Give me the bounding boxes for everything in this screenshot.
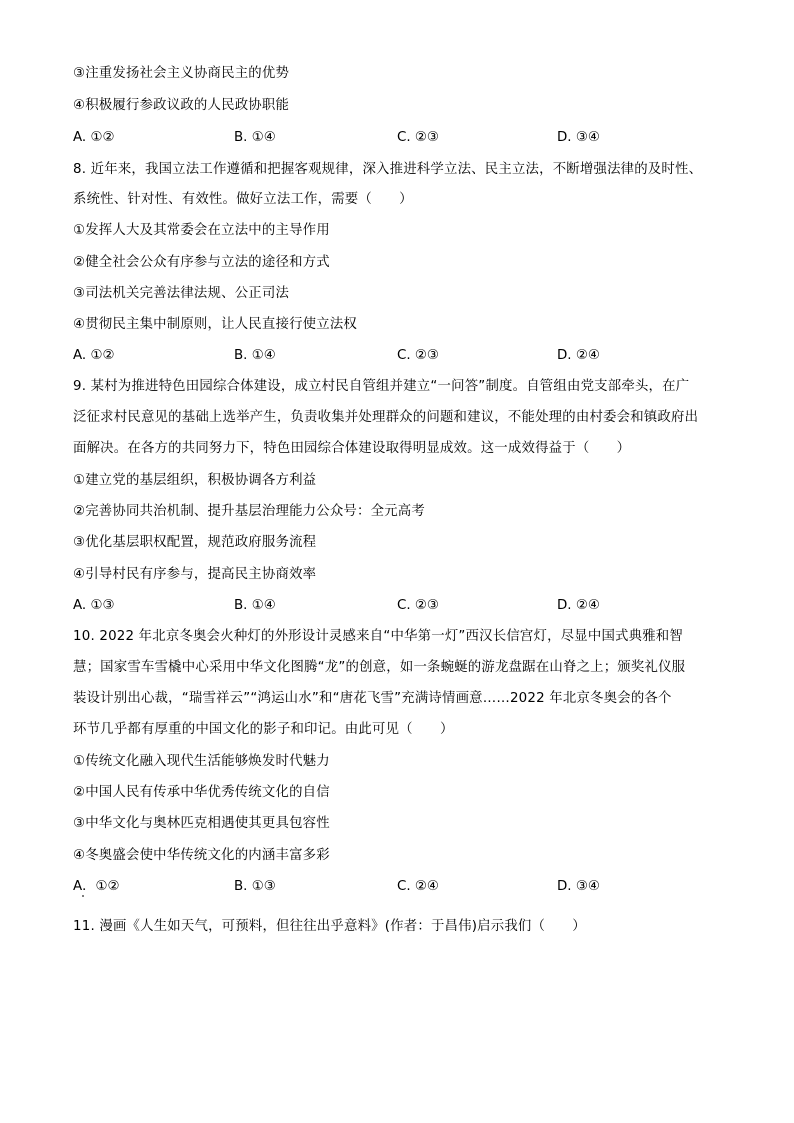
q10-stem-line-1: 10. 2022 年北京冬奥会火种灯的外形设计灵感来自“中华第一灯”西汉长信宫灯，尽显中国式典雅和智 — [73, 629, 683, 644]
q7-option-a: A. ①② — [73, 130, 115, 145]
q9-item-3: ③优化基层职权配置，规范政府服务流程 — [73, 535, 317, 550]
q7-option-c: C. ②③ — [397, 130, 439, 145]
q9-stem-line-2: 泛征求村民意见的基础上选举产生，负责收集并处理群众的问题和建议，不能处理的由村委会和镇政府出 — [73, 410, 699, 425]
q10-stem-line-2: 慧；国家雪车雪橇中心采用中华文化图腾“龙”的创意，如一条蜿蜒的游龙盘踞在山脊之上；颁奖礼仪服 — [73, 660, 686, 675]
q10-item-1: ①传统文化融入现代生活能够焕发时代魅力 — [73, 754, 330, 769]
q7-item-3: ③注重发扬社会主义协商民主的优势 — [73, 66, 290, 81]
q9-item-1: ①建立党的基层组织，积极协调各方利益 — [73, 473, 317, 488]
q9-item-4: ④引导村民有序参与，提高民主协商效率 — [73, 567, 317, 582]
q10-item-2: ②中国人民有传承中华优秀传统文化的自信 — [73, 785, 330, 800]
q9-stem-line-3: 面解决。在各方的共同努力下，特色田园综合体建设取得明显成效。这一成效得益于（ ） — [73, 441, 631, 456]
q11-stem-line-1: 11. 漫画《人生如天气，可预料，但往往出乎意料》(作者：于昌伟)启示我们（ ） — [73, 919, 586, 934]
q8-item-2: ②健全社会公众有序参与立法的途径和方式 — [73, 255, 330, 270]
q8-option-b: B. ①④ — [234, 348, 276, 363]
q9-option-c: C. ②③ — [397, 598, 439, 613]
q8-item-4: ④贯彻民主集中制原则，让人民直接行使立法权 — [73, 317, 358, 332]
q10-stem-line-3: 装设计别出心裁，“瑞雪祥云”“鸿运山水”和“唐花飞雪”充满诗情画意……2022 年北京冬奥会的各个 — [73, 691, 672, 706]
q9-option-a: A. ①③ — [73, 598, 115, 613]
q8-option-a: A. ①② — [73, 348, 115, 363]
q9-option-b: B. ①④ — [234, 598, 276, 613]
q10-option-b: B. ①③ — [234, 879, 276, 894]
q10-option-a: A．①② — [73, 879, 120, 894]
q8-option-c: C. ②③ — [397, 348, 439, 363]
q7-item-4: ④积极履行参政议政的人民政协职能 — [73, 98, 290, 113]
q8-item-3: ③司法机关完善法律法规、公正司法 — [73, 286, 290, 301]
q8-stem-line-2: 系统性、针对性、有效性。做好立法工作，需要（ ） — [73, 192, 413, 207]
q10-option-c: C. ②④ — [397, 879, 439, 894]
q10-item-3: ③中华文化与奥林匹克相遇使其更具包容性 — [73, 816, 330, 831]
q8-item-1: ①发挥人大及其常委会在立法中的主导作用 — [73, 223, 330, 238]
q7-option-b: B. ①④ — [234, 130, 276, 145]
q8-stem-line-1: 8. 近年来，我国立法工作遵循和把握客观规律，深入推进科学立法、民主立法，不断增强法律的及时性、 — [73, 162, 703, 177]
q9-item-2: ②完善协同共治机制、提升基层治理能力公众号：全元高考 — [73, 504, 425, 519]
stray-dot — [82, 895, 84, 897]
q10-stem-line-4: 环节几乎都有厚重的中国文化的影子和印记。由此可见（ ） — [73, 722, 454, 737]
q9-option-d: D. ②④ — [557, 598, 600, 613]
q8-option-d: D. ②④ — [557, 348, 600, 363]
q9-stem-line-1: 9. 某村为推进特色田园综合体建设，成立村民自管组并建立“一问答”制度。自管组由党支部牵头，在广 — [73, 379, 690, 394]
q10-option-d: D. ③④ — [557, 879, 600, 894]
q7-option-d: D. ③④ — [557, 130, 600, 145]
q10-item-4: ④冬奥盛会使中华传统文化的内涵丰富多彩 — [73, 848, 330, 863]
